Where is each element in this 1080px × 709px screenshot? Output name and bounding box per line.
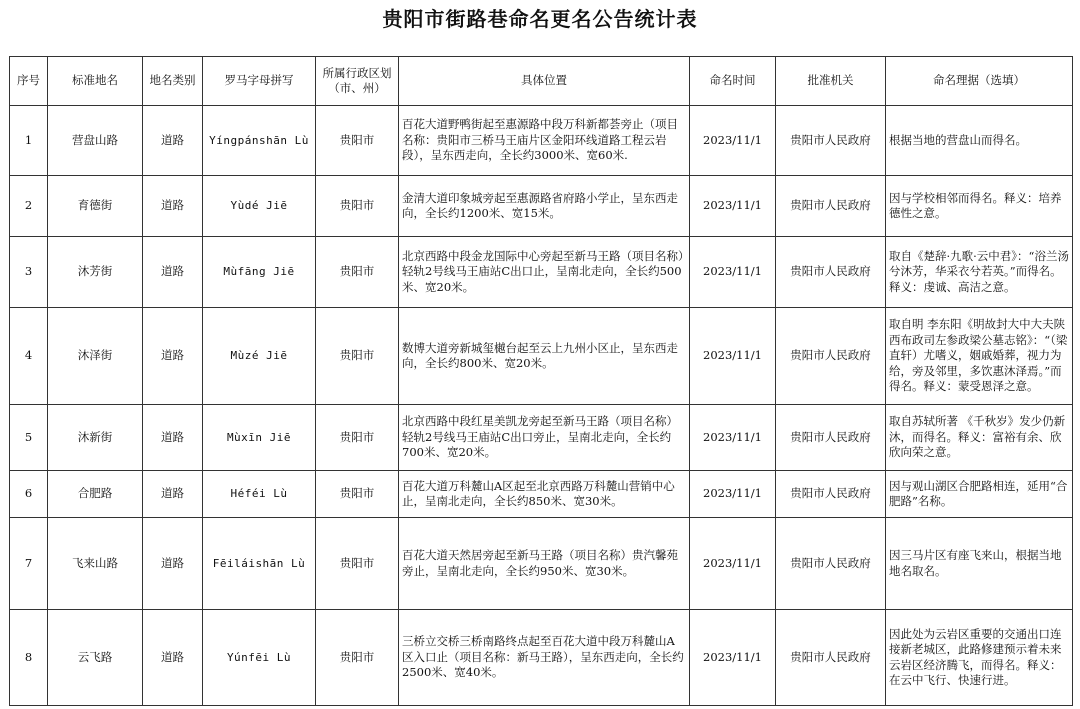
cell-no: 5 <box>10 405 48 471</box>
cell-region: 贵阳市 <box>316 610 399 706</box>
cell-rationale: 因与学校相邻而得名。释义：培养德性之意。 <box>886 176 1073 237</box>
cell-region: 贵阳市 <box>316 518 399 610</box>
cell-roman: Héféi Lù <box>203 471 316 518</box>
cell-rationale: 因与观山湖区合肥路相连，延用“合肥路”名称。 <box>886 471 1073 518</box>
cell-region: 贵阳市 <box>316 176 399 237</box>
cell-category: 道路 <box>143 471 203 518</box>
cell-region: 贵阳市 <box>316 237 399 308</box>
cell-location: 北京西路中段金龙国际中心旁起至新马王路（项目名称）轻轨2号线马王庙站C出口止，呈南北走向，全长约500米、宽20米。 <box>399 237 690 308</box>
cell-roman: Fēiláishān Lù <box>203 518 316 610</box>
header-region: 所属行政区划（市、州） <box>316 57 399 106</box>
cell-authority: 贵阳市人民政府 <box>776 471 886 518</box>
cell-no: 7 <box>10 518 48 610</box>
cell-date: 2023/11/1 <box>690 518 776 610</box>
cell-roman: Yùdé Jiē <box>203 176 316 237</box>
cell-roman: Yíngpánshān Lù <box>203 106 316 176</box>
cell-category: 道路 <box>143 237 203 308</box>
header-name: 标准地名 <box>48 57 143 106</box>
cell-category: 道路 <box>143 308 203 405</box>
cell-roman: Mùxīn Jiē <box>203 405 316 471</box>
cell-no: 1 <box>10 106 48 176</box>
table-row <box>10 176 1073 237</box>
cell-name: 育德街 <box>48 176 143 237</box>
cell-authority: 贵阳市人民政府 <box>776 237 886 308</box>
cell-no: 6 <box>10 471 48 518</box>
header-category: 地名类别 <box>143 57 203 106</box>
table-row <box>10 308 1073 405</box>
cell-name: 云飞路 <box>48 610 143 706</box>
table-row <box>10 471 1073 518</box>
cell-rationale: 根据当地的营盘山而得名。 <box>886 106 1073 176</box>
cell-rationale: 因三马片区有座飞来山，根据当地地名取名。 <box>886 518 1073 610</box>
page-title: 贵阳市街路巷命名更名公告统计表 <box>382 7 698 31</box>
cell-authority: 贵阳市人民政府 <box>776 518 886 610</box>
cell-authority: 贵阳市人民政府 <box>776 610 886 706</box>
cell-category: 道路 <box>143 176 203 237</box>
table-row <box>10 106 1073 176</box>
table-row <box>10 518 1073 610</box>
cell-category: 道路 <box>143 610 203 706</box>
cell-location: 三桥立交桥三桥南路终点起至百花大道中段万科麓山A区入口止（项目名称：新马王路），呈东西走向，全长约2500米、宽40米。 <box>399 610 690 706</box>
cell-name: 沐芳街 <box>48 237 143 308</box>
cell-rationale: 取自苏轼所著 《千秋岁》发少仍新沐，而得名。释义：富裕有余、欣欣向荣之意。 <box>886 405 1073 471</box>
table-row <box>10 610 1073 706</box>
cell-date: 2023/11/1 <box>690 610 776 706</box>
cell-no: 4 <box>10 308 48 405</box>
cell-name: 飞来山路 <box>48 518 143 610</box>
cell-rationale: 因此处为云岩区重要的交通出口连接新老城区，此路修建预示着未来云岩区经济腾飞，而得名。释义：在云中飞行、快速行进。 <box>886 610 1073 706</box>
cell-name: 营盘山路 <box>48 106 143 176</box>
cell-name: 沐新街 <box>48 405 143 471</box>
cell-date: 2023/11/1 <box>690 106 776 176</box>
naming-table <box>9 56 1073 706</box>
cell-region: 贵阳市 <box>316 405 399 471</box>
cell-authority: 贵阳市人民政府 <box>776 308 886 405</box>
cell-location: 北京西路中段红星美凯龙旁起至新马王路（项目名称）轻轨2号线马王庙站C出口旁止，呈南北走向，全长约700米、宽20米。 <box>399 405 690 471</box>
cell-location: 百花大道野鸭街起至惠源路中段万科新都荟旁止（项目名称：贵阳市三桥马王庙片区金阳环线道路工程云岩段），呈东西走向，全长约3000米、宽60米. <box>399 106 690 176</box>
cell-authority: 贵阳市人民政府 <box>776 106 886 176</box>
cell-authority: 贵阳市人民政府 <box>776 405 886 471</box>
table-row <box>10 237 1073 308</box>
header-location: 具体位置 <box>399 57 690 106</box>
cell-date: 2023/11/1 <box>690 308 776 405</box>
cell-date: 2023/11/1 <box>690 405 776 471</box>
cell-region: 贵阳市 <box>316 106 399 176</box>
cell-authority: 贵阳市人民政府 <box>776 176 886 237</box>
table-row <box>10 405 1073 471</box>
cell-category: 道路 <box>143 405 203 471</box>
header-authority: 批准机关 <box>776 57 886 106</box>
header-no: 序号 <box>10 57 48 106</box>
header-date: 命名时间 <box>690 57 776 106</box>
cell-name: 沐泽街 <box>48 308 143 405</box>
header-rationale: 命名理据（选填） <box>886 57 1073 106</box>
cell-rationale: 取自《楚辞·九歌·云中君》：“浴兰汤兮沐芳，华采衣兮若英。”而得名。释义：虔诚、高洁之意。 <box>886 237 1073 308</box>
cell-location: 百花大道天然居旁起至新马王路（项目名称）贵汽馨苑旁止，呈南北走向，全长约950米、宽30米。 <box>399 518 690 610</box>
cell-no: 2 <box>10 176 48 237</box>
header-row <box>10 57 1073 106</box>
cell-rationale: 取自明 李东阳《明故封大中大夫陕西布政司左参政梁公墓志铭》：“（梁直轩）尤嗜义，姻戚婚葬，视力为给，旁及邻里，多饮惠沐泽焉。”而得名。释义：蒙受恩泽之意。 <box>886 308 1073 405</box>
cell-category: 道路 <box>143 518 203 610</box>
cell-no: 8 <box>10 610 48 706</box>
cell-date: 2023/11/1 <box>690 471 776 518</box>
cell-no: 3 <box>10 237 48 308</box>
cell-roman: Mùzé Jiē <box>203 308 316 405</box>
cell-region: 贵阳市 <box>316 308 399 405</box>
cell-name: 合肥路 <box>48 471 143 518</box>
cell-location: 数博大道旁新城玺樾台起至云上九州小区止，呈东西走向，全长约800米、宽20米。 <box>399 308 690 405</box>
cell-roman: Yúnfēi Lù <box>203 610 316 706</box>
cell-location: 百花大道万科麓山A区起至北京西路万科麓山营销中心止，呈南北走向，全长约850米、宽30米。 <box>399 471 690 518</box>
header-roman: 罗马字母拼写 <box>203 57 316 106</box>
cell-location: 金清大道印象城旁起至惠源路省府路小学止，呈东西走向，全长约1200米、宽15米。 <box>399 176 690 237</box>
cell-date: 2023/11/1 <box>690 237 776 308</box>
cell-category: 道路 <box>143 106 203 176</box>
cell-date: 2023/11/1 <box>690 176 776 237</box>
cell-roman: Mùfāng Jiē <box>203 237 316 308</box>
cell-region: 贵阳市 <box>316 471 399 518</box>
